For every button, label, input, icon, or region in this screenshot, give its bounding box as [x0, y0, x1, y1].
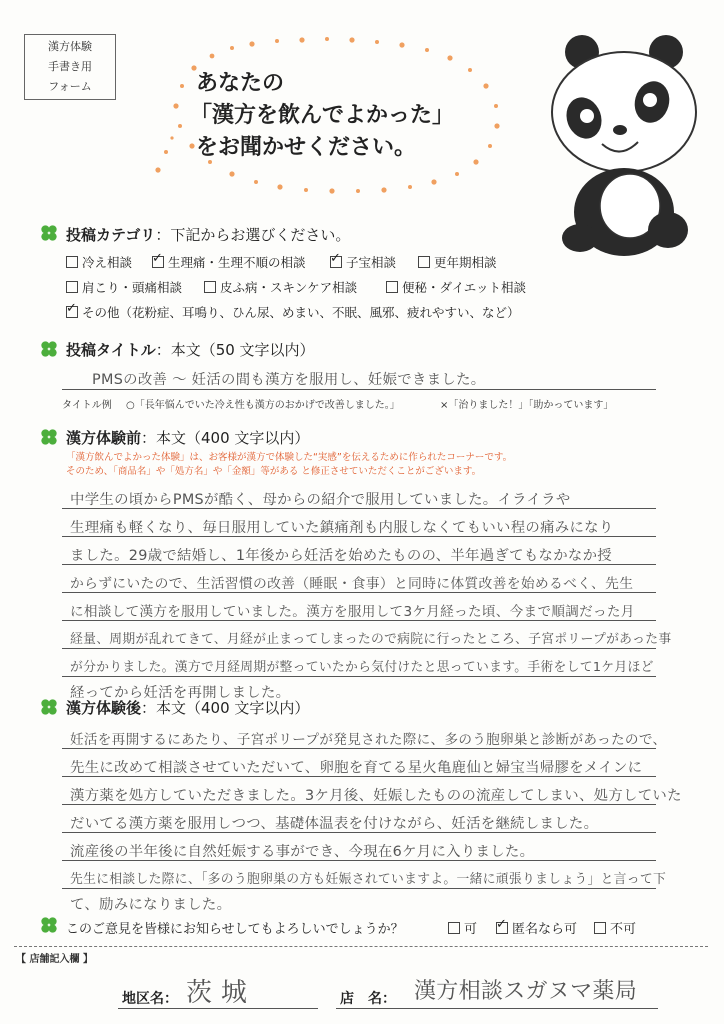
category-option[interactable]: [66, 303, 520, 321]
title-example-label: タイトル例: [62, 400, 112, 411]
category-option[interactable]: [66, 278, 182, 296]
after-text-line[interactable]: 先生に相談した際に、「多のう胞卵巣の方も妊娠されていますよ。一緒に頑張りましょう」と言って下: [70, 872, 667, 887]
after-text-line[interactable]: 流産後の半年後に自然妊娠する事ができ、今現在6ケ月に入りました。: [70, 844, 535, 860]
writing-line: [118, 1008, 318, 1009]
before-heading: [66, 427, 309, 448]
clover-icon: [40, 340, 58, 358]
category-heading-text: 投稿カテゴリ: [66, 226, 156, 244]
checkbox[interactable]: [66, 281, 78, 293]
checkbox-checked[interactable]: [66, 306, 78, 318]
title-line-3: をお聞かせください。: [196, 135, 417, 160]
panda-illustration: [540, 30, 700, 260]
form-label-line: 手書き用: [48, 60, 92, 73]
post-title-text[interactable]: PMSの改善 〜 妊活の間も漢方を服用し、妊娠できました。: [92, 372, 486, 388]
writing-line: [62, 389, 656, 390]
consent-option[interactable]: [448, 918, 477, 937]
checkbox[interactable]: [386, 281, 398, 293]
category-option-label: 肩こり・頭痛相談: [82, 280, 183, 295]
writing-line: [62, 888, 656, 889]
clover-icon: [40, 916, 58, 934]
writing-line: [62, 804, 656, 805]
before-text-line[interactable]: 経ってから妊活を再開しました。: [70, 685, 291, 701]
before-text-line[interactable]: 経量、周期が乱れてきて、月経が止まってしまったので病院に行ったところ、子宮ポリープがあった事: [70, 632, 672, 647]
checkbox-checked[interactable]: [330, 256, 342, 268]
writing-line: [62, 564, 656, 565]
form-label-box: [24, 34, 116, 100]
consent-question: このご意見を皆様にお知らせしてもよろしいでしょうか？: [66, 922, 404, 937]
writing-line: [62, 676, 656, 677]
before-note-1: 「漢方飲んでよかった体験」は、お客様が漢方で体験した“実感”を伝えるために作られたコーナーです。: [66, 452, 513, 463]
clover-icon: [40, 698, 58, 716]
category-option[interactable]: [152, 253, 306, 271]
store-divider: [14, 946, 708, 947]
store-name-label: 店 名：: [340, 991, 396, 1007]
after-text-line[interactable]: て、励みになりました。: [70, 897, 232, 913]
category-option[interactable]: [204, 278, 357, 296]
before-text-line[interactable]: 生理痛も軽くなり、毎日服用していた鎮痛剤も内服しなくてもいい程の痛みになり: [70, 520, 614, 536]
before-text-line[interactable]: 中学生の頃からPMSが酷く、母からの紹介で服用していました。イライラや: [70, 492, 571, 508]
checkbox[interactable]: [66, 256, 78, 268]
category-instruction: ：下記からお選びください。: [155, 226, 351, 244]
form-label-line: 漢方体験: [48, 40, 92, 53]
category-option-label: 便秘・ダイエット相談: [402, 280, 527, 295]
after-text-line[interactable]: 先生に改めて相談させていただいて、卵胞を育てる星火亀鹿仙と婦宝当帰膠をメインに: [70, 760, 643, 776]
after-heading: [66, 697, 309, 718]
checkbox[interactable]: [448, 922, 460, 934]
category-option-label: 更年期相談: [434, 255, 497, 270]
category-option[interactable]: [330, 253, 396, 271]
after-text-line[interactable]: だいてる漢方薬を服用しつつ、基礎体温表を付けながら、妊活を継続しました。: [70, 816, 599, 832]
checkbox-checked[interactable]: [152, 256, 164, 268]
title-line-1: あなたの: [196, 71, 285, 96]
checkbox[interactable]: [204, 281, 216, 293]
writing-line: [62, 620, 656, 621]
before-text-line[interactable]: からずにいたので、生活習慣の改善（睡眠・食事）と同時に体質改善を始めるべく、先生: [70, 576, 634, 592]
writing-line: [62, 508, 656, 509]
title-example-good: ○「長年悩んでいた冷え性も漢方のおかげで改善しました。」: [126, 400, 400, 411]
category-option-label: 皮ふ病・スキンケア相談: [220, 280, 358, 295]
before-text-line[interactable]: が分かりました。漢方で月経周期が整っていたから気付けたと思っています。手術をして1ケ月ほど: [70, 660, 654, 675]
checkbox[interactable]: [418, 256, 430, 268]
post-title-heading-text: 投稿タイトル: [66, 341, 156, 359]
category-option-label: 冷え相談: [82, 255, 133, 270]
writing-line: [62, 592, 656, 593]
title-example-bad: ×「治りました！」「助かっています」: [440, 400, 614, 411]
post-title-subheading: ：本文（50 文字以内）: [155, 341, 315, 359]
writing-line: [62, 776, 656, 777]
clover-icon: [40, 428, 58, 446]
writing-line: [336, 1008, 658, 1009]
post-title-heading: [66, 339, 315, 360]
clover-icon: [40, 224, 58, 242]
area-value[interactable]: 茨 城: [186, 978, 248, 1008]
consent-option[interactable]: [594, 918, 636, 937]
title-line-2: 「漢方を飲んでよかった」: [190, 103, 455, 128]
writing-line: [62, 648, 656, 649]
consent-option[interactable]: [496, 918, 577, 937]
before-note-2: そのため、「商品名」や「処方名」や「金額」等がある と修正させていただくことがございます。: [66, 466, 482, 477]
form-label-line: フォーム: [48, 80, 92, 93]
after-heading-text: 漢方体験後: [66, 699, 142, 717]
store-section-label: 【 店舗記入欄 】: [16, 954, 93, 965]
before-heading-text: 漢方体験前: [66, 429, 142, 447]
before-text-line[interactable]: ました。29歳で結婚し、1年後から妊活を始めたものの、半年過ぎてもなかなか授: [70, 548, 612, 564]
area-label: 地区名：: [122, 991, 178, 1007]
after-text-line[interactable]: 漢方薬を処方していただきました。3ケ月後、妊娠したものの流産してしまい、処方していた: [70, 788, 682, 804]
checkbox-checked[interactable]: [496, 922, 508, 934]
writing-line: [62, 536, 656, 537]
checkbox[interactable]: [594, 922, 606, 934]
before-subheading: ：本文（400 文字以内）: [141, 429, 310, 447]
store-name-value[interactable]: 漢方相談スガヌマ薬局: [414, 979, 638, 1004]
writing-line: [62, 860, 656, 861]
category-option-label: 生理痛・生理不順の相談: [168, 255, 306, 270]
consent-option-label: 匿名なら可: [512, 922, 578, 937]
consent-option-label: 可: [464, 922, 478, 937]
category-option[interactable]: [66, 253, 132, 271]
category-option[interactable]: [418, 253, 497, 271]
after-text-line[interactable]: 妊活を再開するにあたり、子宮ポリープが発見された際に、多のう胞卵巣と診断があったので、: [70, 732, 667, 748]
writing-line: [62, 748, 656, 749]
after-subheading: ：本文（400 文字以内）: [141, 699, 310, 717]
category-option-label: その他（花粉症、耳鳴り、ひん尿、めまい、不眠、風邪、疲れやすい、など）: [82, 305, 520, 320]
category-option[interactable]: [386, 278, 526, 296]
category-option-label: 子宝相談: [346, 255, 397, 270]
writing-line: [62, 832, 656, 833]
consent-option-label: 不可: [610, 922, 637, 937]
before-text-line[interactable]: に相談して漢方を服用していました。漢方を服用して3ケ月経った頃、今まで順調だった月: [70, 604, 635, 620]
category-heading: [66, 224, 350, 245]
